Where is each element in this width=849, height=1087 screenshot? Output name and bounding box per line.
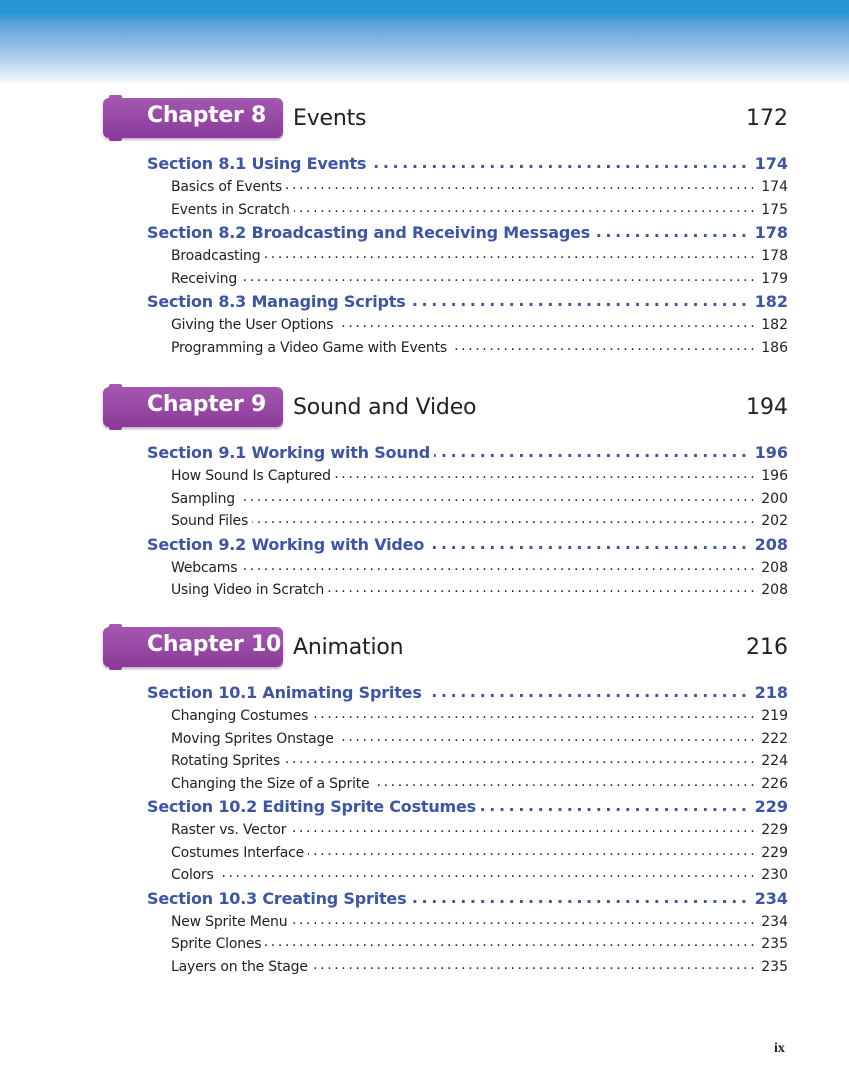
- topic-page: 196: [761, 468, 788, 484]
- toc-topic[interactable]: [147, 751, 788, 774]
- topic-title: Raster vs. Vector: [171, 822, 287, 838]
- topic-page: 235: [761, 936, 788, 952]
- toc-topic[interactable]: [147, 177, 788, 200]
- toc-section[interactable]: [147, 153, 788, 177]
- toc-topic[interactable]: [147, 269, 788, 292]
- chapter-title: Animation: [293, 635, 404, 660]
- dot-leader: [338, 729, 758, 743]
- topic-page: 202: [761, 513, 788, 529]
- topic-title: New Sprite Menu: [171, 913, 288, 930]
- topic-title: Changing the Size of a Sprite: [171, 775, 370, 792]
- chapter-heading-9[interactable]: [103, 387, 788, 431]
- dot-leader: [291, 912, 757, 926]
- chapter-badge: [103, 98, 283, 138]
- dot-leader: [410, 888, 750, 904]
- section-title: Section 8.1 Using Events: [147, 154, 367, 173]
- chapter-page: 216: [746, 635, 788, 660]
- topic-title: Changing Costumes: [171, 708, 309, 724]
- chapter-title: Sound and Video: [293, 395, 477, 420]
- topic-title: Basics of Events: [171, 179, 282, 195]
- chapter-page: 194: [746, 395, 788, 420]
- topic-title: Costumes Interface: [171, 844, 305, 861]
- topic-page: 224: [761, 753, 788, 769]
- dot-leader: [373, 774, 757, 788]
- toc-topic[interactable]: [147, 315, 788, 338]
- chapter-title: Events: [293, 106, 367, 131]
- dot-leader: [370, 153, 750, 169]
- chapter-label: Chapter 8: [147, 103, 266, 128]
- topic-page: 219: [761, 708, 788, 724]
- topic-page: 186: [761, 339, 788, 356]
- dot-leader: [480, 796, 751, 812]
- topic-page: 229: [761, 844, 788, 861]
- chapter-heading-8[interactable]: [103, 98, 788, 142]
- topic-title: Broadcasting: [171, 248, 261, 264]
- topic-title: Layers on the Stage: [171, 958, 308, 975]
- topic-page: 208: [761, 559, 788, 576]
- toc-topic[interactable]: [147, 489, 788, 512]
- section-title: Section 9.2 Working with Video: [147, 534, 425, 554]
- topic-title: Giving the User Options: [171, 317, 334, 333]
- topic-page: 229: [761, 822, 788, 838]
- toc-topic[interactable]: [147, 912, 788, 935]
- topic-title: Colors: [171, 867, 214, 883]
- toc-topic[interactable]: [147, 843, 788, 866]
- dot-leader: [434, 442, 751, 458]
- topic-title: Sampling: [171, 490, 235, 507]
- dot-leader: [426, 682, 751, 698]
- dot-leader: [218, 865, 758, 879]
- toc-topic[interactable]: [147, 820, 788, 843]
- toc-section[interactable]: [147, 291, 788, 315]
- chapter-label: Chapter 9: [147, 392, 266, 417]
- toc-topic[interactable]: [147, 246, 788, 269]
- topic-page: 175: [761, 201, 788, 218]
- dot-leader: [594, 222, 750, 238]
- dot-leader: [337, 315, 757, 329]
- section-page: 182: [754, 292, 788, 311]
- topic-title: Events in Scratch: [171, 201, 290, 218]
- topic-title: How Sound Is Captured: [171, 468, 331, 484]
- topic-title: Receiving: [171, 270, 238, 287]
- toc-section[interactable]: [147, 682, 788, 706]
- topic-page: 234: [761, 913, 788, 930]
- topic-page: 208: [761, 582, 788, 598]
- dot-leader: [428, 534, 750, 550]
- toc-topic[interactable]: [147, 706, 788, 729]
- dot-leader: [241, 269, 757, 283]
- dot-leader: [241, 558, 757, 572]
- topic-title: Webcams: [171, 559, 238, 576]
- topic-page: 178: [761, 248, 788, 264]
- section-page: 234: [754, 888, 788, 908]
- toc-topic[interactable]: [147, 865, 788, 888]
- dot-leader: [335, 466, 758, 480]
- topic-title: Programming a Video Game with Events: [171, 339, 447, 356]
- section-title: Section 10.2 Editing Sprite Costumes: [147, 797, 476, 816]
- dot-leader: [451, 338, 757, 352]
- topic-page: 222: [761, 730, 788, 747]
- toc-topic[interactable]: [147, 558, 788, 581]
- chapter-page: 172: [746, 106, 788, 131]
- dot-leader: [239, 489, 757, 503]
- section-title: Section 10.1 Animating Sprites: [147, 683, 422, 702]
- toc-topic[interactable]: [147, 511, 788, 534]
- toc-topic[interactable]: [147, 338, 788, 361]
- dot-leader: [410, 291, 751, 307]
- section-page: 208: [754, 534, 788, 554]
- section-title: Section 10.3 Creating Sprites: [147, 888, 407, 908]
- header-gradient-band: [0, 0, 849, 85]
- toc-section[interactable]: [147, 442, 788, 466]
- toc-topic[interactable]: [147, 466, 788, 489]
- dot-leader: [264, 246, 757, 260]
- section-page: 218: [754, 683, 788, 702]
- toc-topic[interactable]: [147, 957, 788, 980]
- dot-leader: [252, 511, 757, 525]
- page-number: ix: [774, 1041, 785, 1056]
- section-title: Section 9.1 Working with Sound: [147, 443, 430, 462]
- topic-title: Rotating Sprites: [171, 753, 280, 769]
- chapter-10-entries: [147, 682, 788, 979]
- topic-page: 230: [761, 867, 788, 883]
- dot-leader: [290, 820, 757, 834]
- dot-leader: [328, 580, 757, 594]
- section-page: 178: [754, 223, 788, 242]
- toc-section[interactable]: [147, 534, 788, 558]
- dot-leader: [284, 751, 757, 765]
- toc-section[interactable]: [147, 888, 788, 912]
- dot-leader: [312, 706, 757, 720]
- dot-leader: [286, 177, 757, 191]
- topic-title: Using Video in Scratch: [171, 582, 325, 598]
- chapter-badge: [103, 627, 283, 667]
- topic-title: Sprite Clones: [171, 936, 262, 952]
- topic-page: 182: [761, 317, 788, 333]
- section-page: 229: [754, 797, 788, 816]
- topic-page: 235: [761, 958, 788, 975]
- toc-topic[interactable]: [147, 729, 788, 752]
- topic-page: 200: [761, 490, 788, 507]
- toc-topic[interactable]: [147, 580, 788, 603]
- chapter-badge: [103, 387, 283, 427]
- dot-leader: [312, 957, 758, 971]
- toc-topic[interactable]: [147, 200, 788, 223]
- dot-leader: [308, 843, 757, 857]
- topic-page: 179: [761, 270, 788, 287]
- section-title: Section 8.3 Managing Scripts: [147, 292, 406, 311]
- chapter-8-entries: [147, 153, 788, 360]
- topic-page: 226: [761, 775, 788, 792]
- dot-leader: [265, 934, 757, 948]
- toc-section[interactable]: [147, 796, 788, 820]
- section-page: 196: [754, 443, 788, 462]
- toc-section[interactable]: [147, 222, 788, 246]
- chapter-heading-10[interactable]: [103, 627, 788, 671]
- toc-topic[interactable]: [147, 934, 788, 957]
- section-title: Section 8.2 Broadcasting and Receiving Messages: [147, 223, 591, 242]
- dot-leader: [294, 200, 758, 214]
- topic-page: 174: [761, 179, 788, 195]
- toc-topic[interactable]: [147, 774, 788, 797]
- topic-title: Sound Files: [171, 513, 249, 529]
- chapter-9-entries: [147, 442, 788, 603]
- chapter-label: Chapter 10: [147, 632, 281, 657]
- topic-title: Moving Sprites Onstage: [171, 730, 334, 747]
- section-page: 174: [754, 154, 788, 173]
